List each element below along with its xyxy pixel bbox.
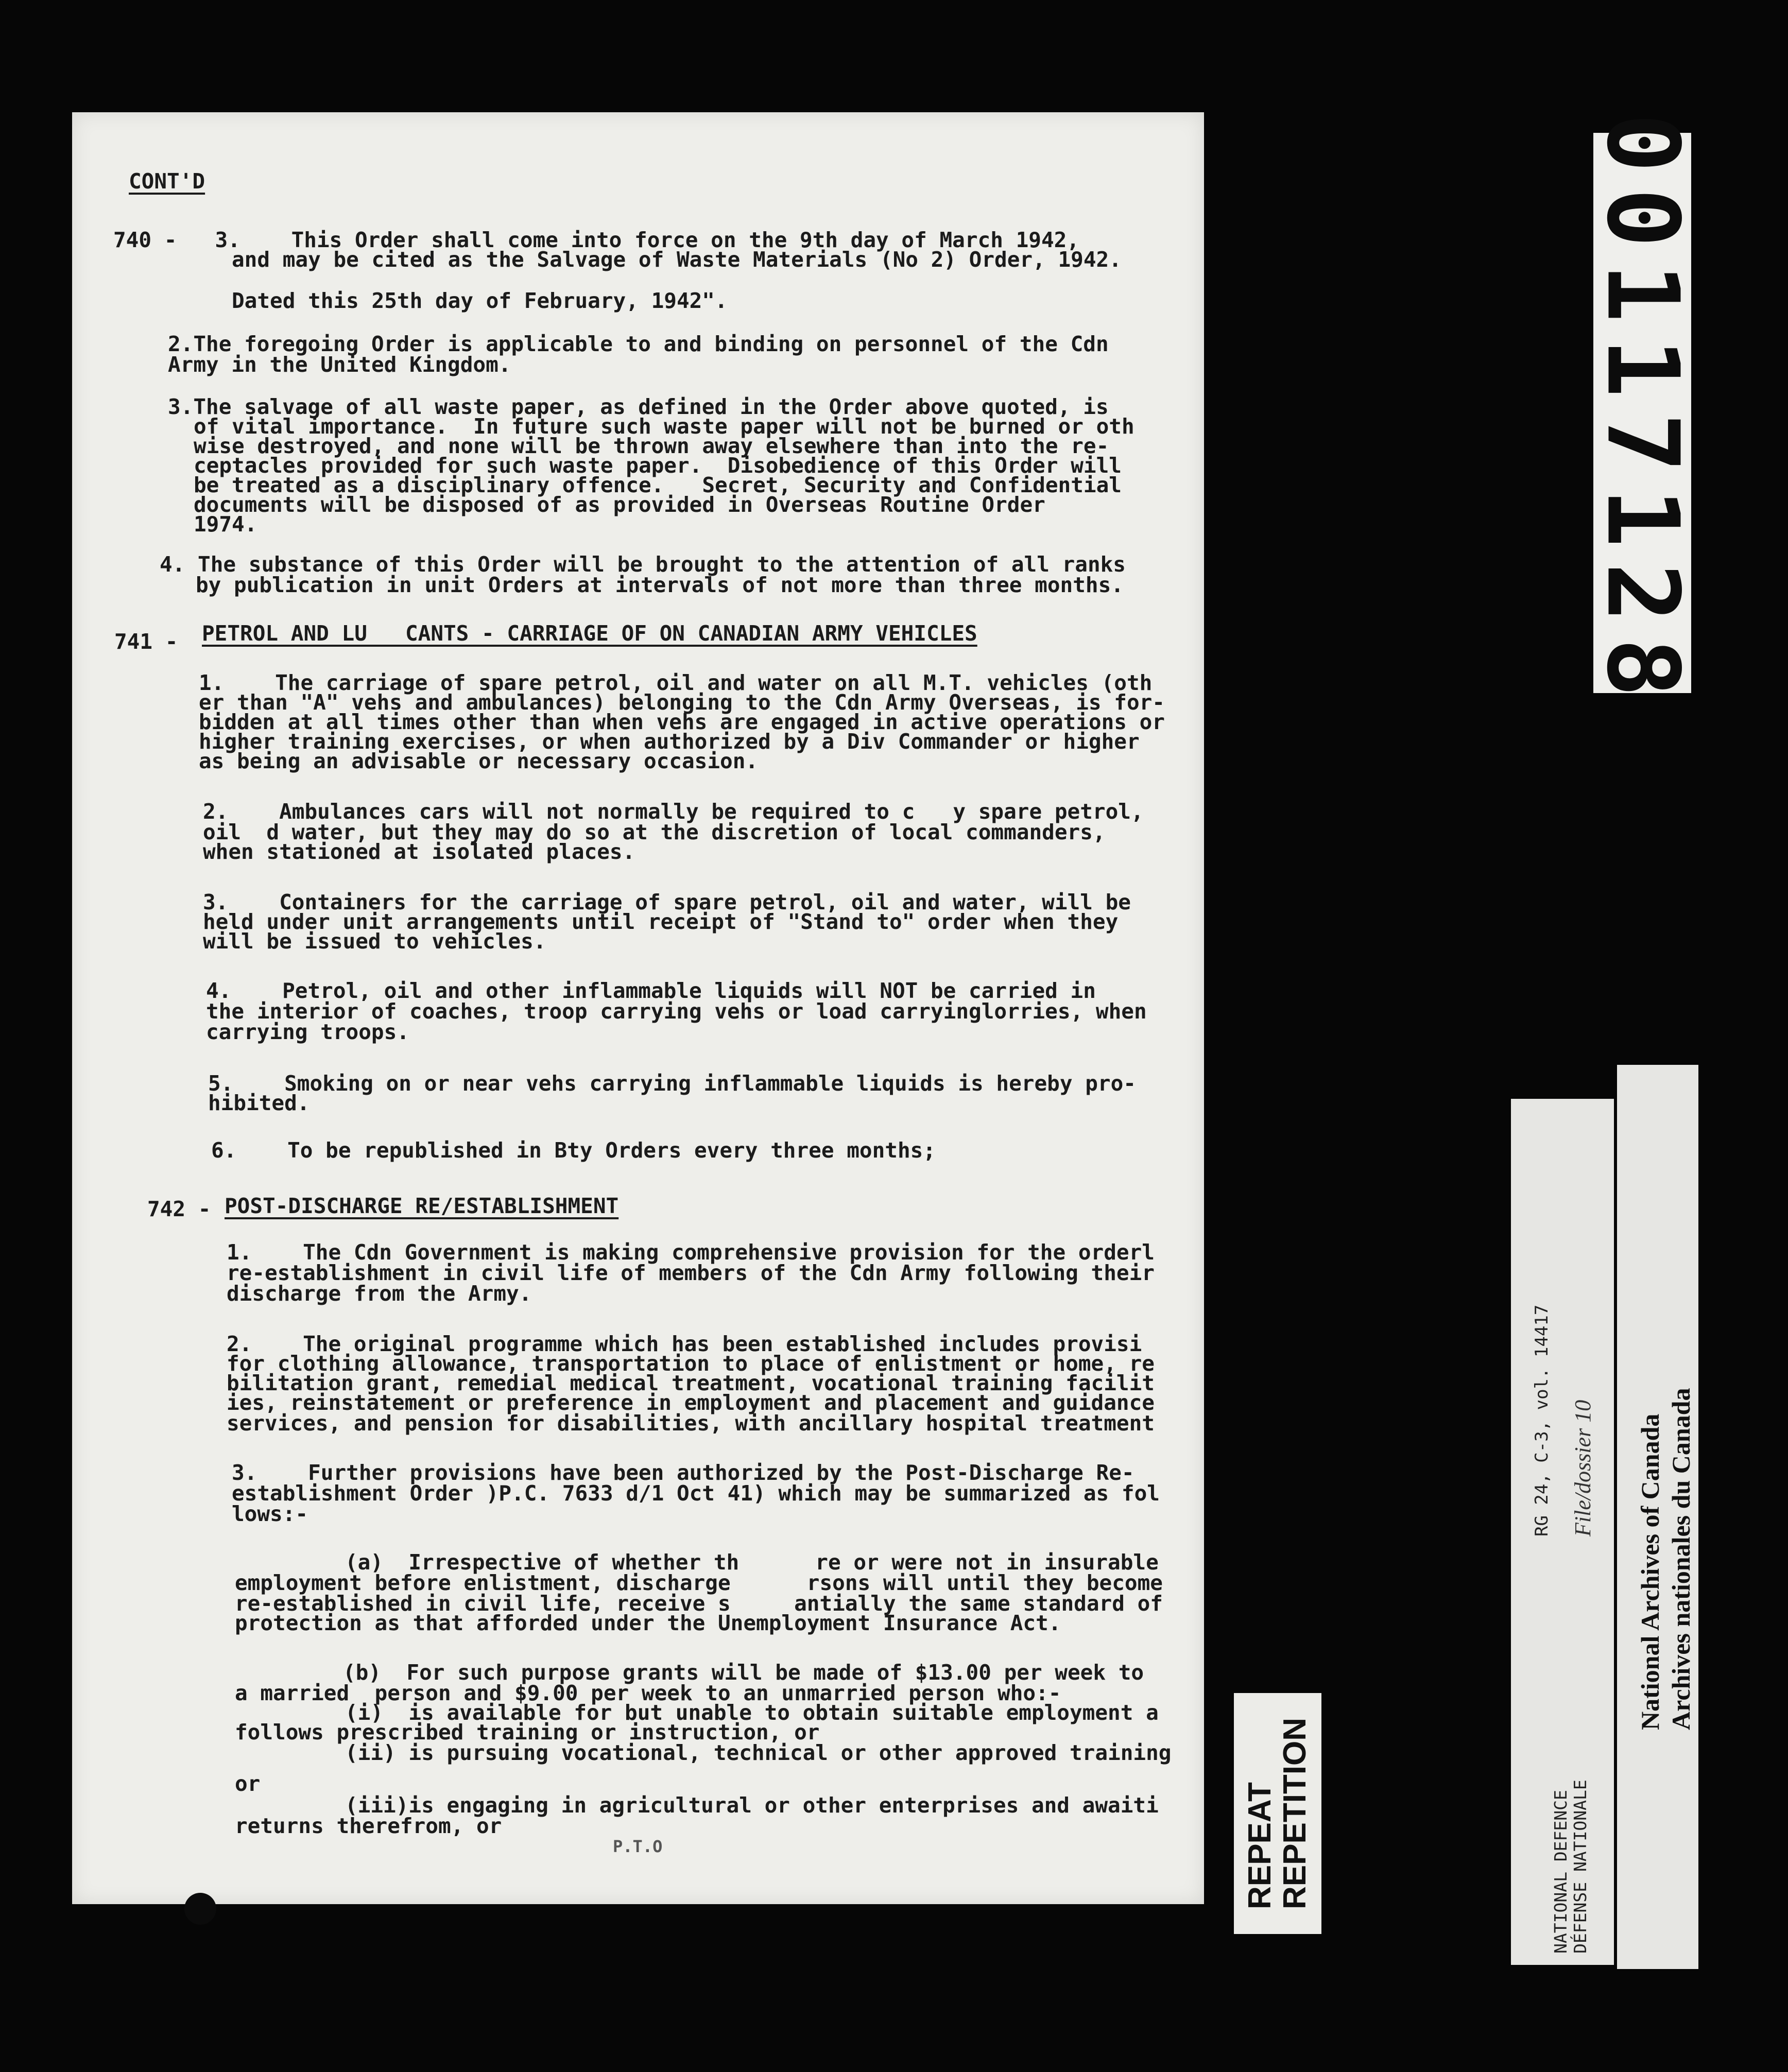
text-line: er than "A" vehs and ambulances) belonging to the Cdn Army Overseas, is for- [199,690,1165,715]
text-line: and may be cited as the Salvage of Waste Materials (No 2) Order, 1942. [232,247,1122,272]
text-line: hibited. [208,1091,310,1115]
national-defence-text [1551,1780,1590,1954]
text-line: ceptacles provided for such waste paper. Disobedience of this Order will [194,453,1122,478]
archives-name-fr: Archives nationales du Canada [1666,1388,1695,1730]
section-heading: PETROL AND LU CANTS - CARRIAGE OF ON CANADIAN ARMY VEHICLES [202,621,977,646]
text-line: will be issued to vehicles. [203,929,546,954]
text-line: Dated this 25th day of February, 1942". [232,288,728,313]
text-line: a married person and $9.00 per week to an unmarried person who:- [235,1681,1061,1705]
text-line: bilitation grant, remedial medical treatment, vocational training facilit [227,1371,1155,1395]
text-line: 1974. [194,512,257,537]
text-line: employment before enlistment, discharge rsons will until they become [235,1570,1163,1595]
text-line: the interior of coaches, troop carrying vehs or load carryinglorries, when [206,999,1147,1024]
text-line: 2. Ambulances cars will not normally be required to c y spare petrol, [203,799,1144,824]
text-line: 1. The carriage of spare petrol, oil and water on all M.T. vehicles (oth [199,670,1153,695]
defense-nationale-line: DÉFENSE NATIONALE [1570,1780,1590,1954]
text-line: 4. The substance of this Order will be brought to the attention of all ranks [160,552,1126,577]
repeat-line: REPEAT [1242,1782,1278,1910]
text-line: 740 - 3. This Order shall come into force on the 9th day of March 1942, [113,228,1079,252]
text-line: protection as that afforded under the Unemployment Insurance Act. [235,1611,1061,1635]
section-number: 742 - [147,1197,224,1221]
text-line: (ii) is pursuing vocational, technical or other approved training [345,1740,1172,1765]
text-line: re-establishment in civil life of members of the Cdn Army following their [227,1261,1155,1285]
text-line: by publication in unit Orders at intervals of not more than three months. [196,573,1124,597]
text-line: as being an advisable or necessary occasion. [199,749,759,773]
punch-hole [184,1893,216,1925]
repeat-text [1243,1718,1313,1909]
text-line: (iii)is engaging in agricultural or other enterprises and awaiti [345,1793,1159,1818]
page-turn-note: P.T.O [613,1837,663,1856]
text-line: 2.The foregoing Order is applicable to and binding on personnel of the Cdn [168,332,1109,356]
archive-reference-label [1511,1099,1614,1965]
text-line: oil d water, but they may do so at the discretion of local commanders, [203,820,1106,844]
text-line: 2. The original programme which has been established includes provisi [227,1332,1142,1356]
text-line: follows prescribed training or instruction, or [235,1720,820,1745]
text-line: Army in the United Kingdom. [168,352,511,377]
text-line: carrying troops. [206,1020,409,1044]
text-line: re-established in civil life, receive s antially the same standard of [235,1591,1163,1616]
text-line: of vital importance. In future such waste paper will not be burned or oth [194,414,1134,439]
text-line: lows:- [232,1501,308,1526]
text-line: establishment Order )P.C. 7633 d/1 Oct 41) which may be summarized as fol [232,1481,1160,1506]
text-line: documents will be disposed of as provided in Overseas Routine Order [194,492,1045,517]
text-line: for clothing allowance, transportation to place of enlistment or home, re [227,1351,1155,1376]
frame-number: 00117128 [1585,113,1700,713]
text-line: (b) For such purpose grants will be made of $13.00 per week to [343,1660,1144,1685]
text-line: when stationed at isolated places. [203,839,635,864]
text-line: held under unit arrangements until receipt of "Stand to" order when they [203,909,1119,934]
section-number: 741 - [114,629,191,654]
text-line: services, and pension for disabilities, with ancillary hospital treatment [227,1411,1155,1436]
cont-label: CONT'D [129,169,205,194]
text-line: or [235,1771,261,1796]
text-line: 5. Smoking on or near vehs carrying inflammable liquids is hereby pro- [208,1071,1136,1096]
text-line: (i) is available for but unable to obtain suitable employment a [345,1700,1159,1725]
archives-name-en: National Archives of Canada [1636,1413,1664,1730]
text-line: 3.The salvage of all waste paper, as defined in the Order above quoted, is [168,394,1109,419]
archives-label [1617,1065,1698,1969]
text-line: bidden at all times other than when vehs are engaged in active operations or [199,710,1165,734]
section-heading: POST-DISCHARGE RE/ESTABLISHMENT [225,1194,619,1218]
frame-number-strip [1585,113,1700,713]
archives-name [1635,1388,1696,1730]
text-line: discharge from the Army. [227,1281,532,1306]
text-line: 1. The Cdn Government is making comprehensive provision for the orderl [227,1240,1155,1265]
repeat-stamp [1234,1693,1321,1934]
text-line: 3. Further provisions have been authorized by the Post-Discharge Re- [232,1460,1134,1485]
text-line: higher training exercises, or when authorized by a Div Commander or higher [199,729,1140,754]
document-page [72,112,1204,1904]
national-defence-line: NATIONAL DEFENCE [1551,1790,1571,1954]
text-line: returns therefrom, or [235,1814,502,1838]
text-line: wise destroyed, and none will be thrown away elsewhere than into the re- [194,434,1109,458]
text-line: (a) Irrespective of whether th re or were not in insurable [345,1550,1159,1575]
text-line: 6. To be republished in Bty Orders every three months; [211,1138,936,1163]
text-line: ies, reinstatement or preference in employment and placement and guidance [227,1390,1155,1415]
repetition-line: REPETITION [1277,1717,1313,1910]
text-line: 4. Petrol, oil and other inflammable liquids will NOT be carried in [206,978,1096,1003]
file-number-text: File/dossier 10 [1570,1400,1595,1536]
text-line: be treated as a disciplinary offence. Secret, Security and Confidential [194,473,1122,497]
text-line: 3. Containers for the carriage of spare petrol, oil and water, will be [203,890,1131,914]
reference-text: RG 24, C-3, vol. 14417 [1532,1304,1552,1536]
